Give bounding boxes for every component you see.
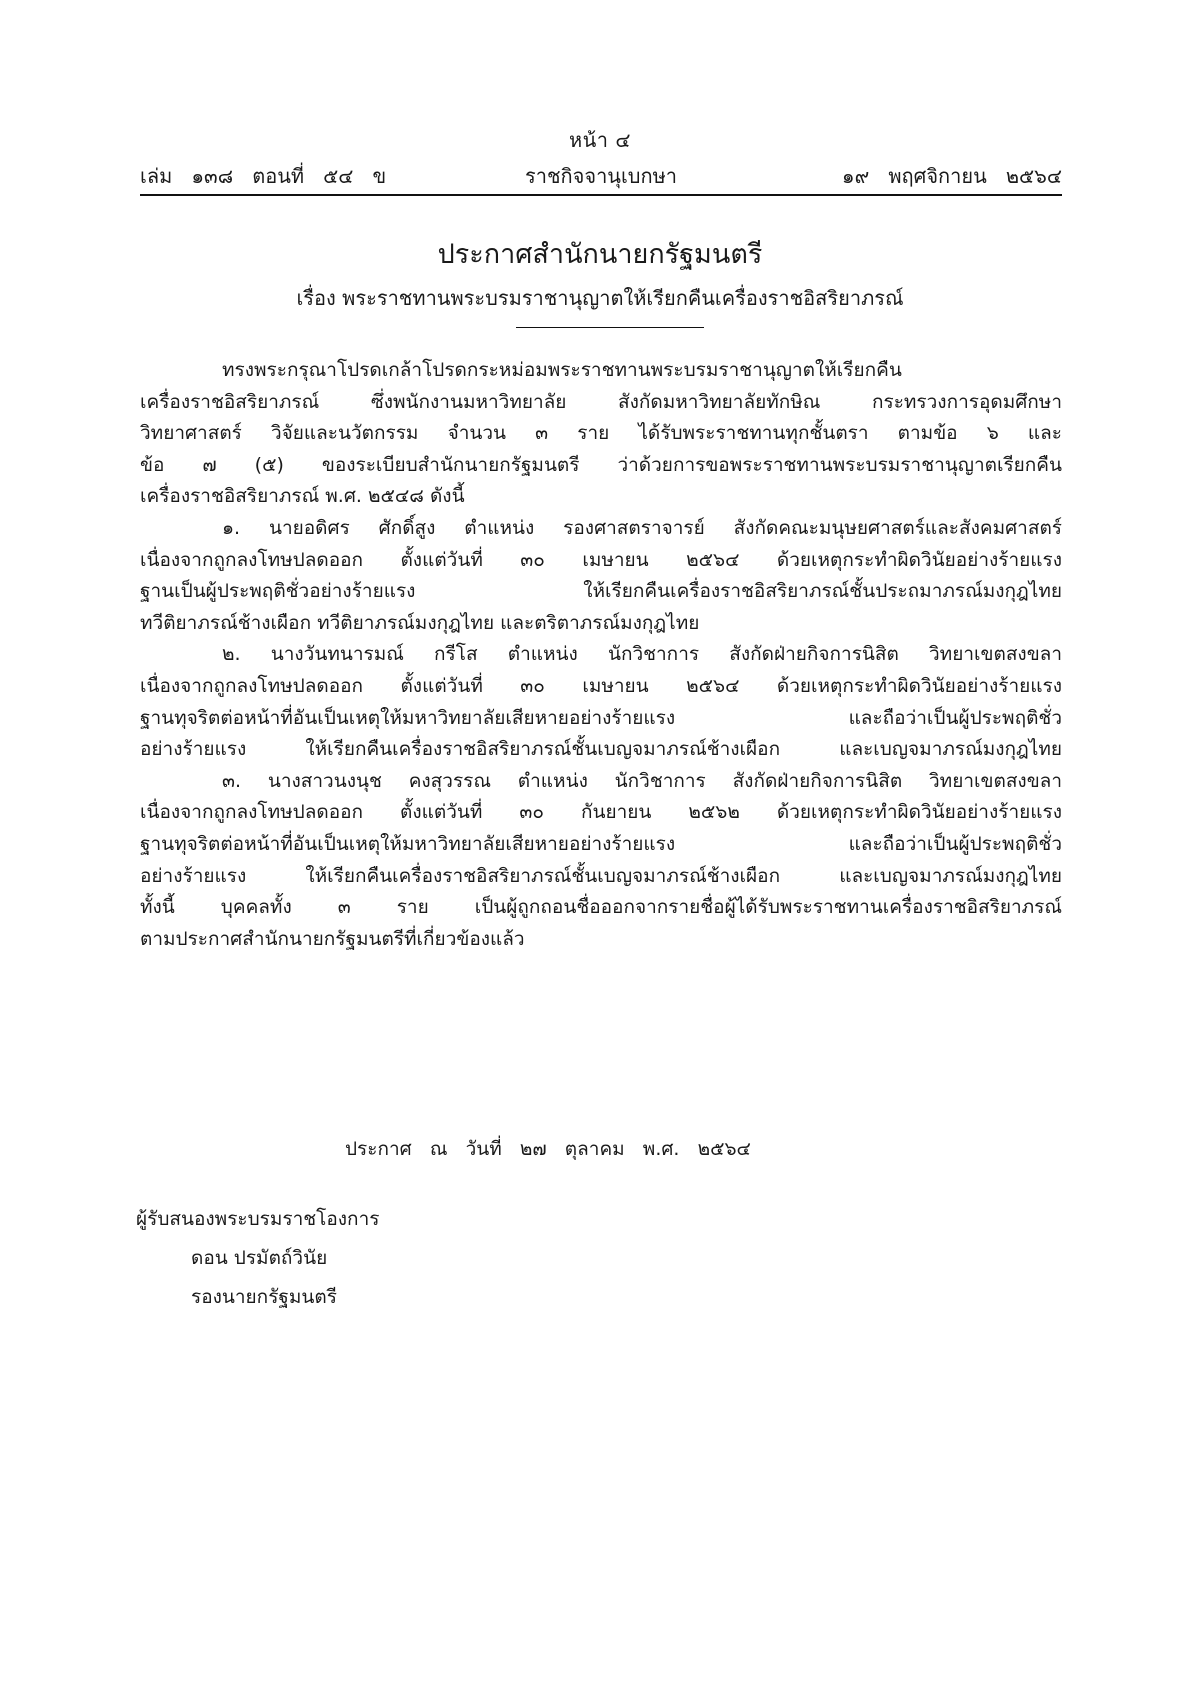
body-line: อย่างร้ายแรง ให้เรียกคืนเครื่องราชอิสริยาภรณ์ชั้นเบญจมาภรณ์ช้างเผือก และเบญจมาภรณ์มงกุฎไทย [140, 864, 1062, 887]
page-number: หน้า ๔ [568, 128, 632, 152]
body-line: ข้อ ๗ (๕) ของระเบียบสำนักนายกรัฐมนตรี ว่าด้วยการขอพระราชทานพระบรมราชานุญาตเรียกคืน [140, 453, 1062, 476]
body-line: เครื่องราชอิสริยาภรณ์ ซึ่งพนักงานมหาวิทยาลัย สังกัดมหาวิทยาลัยทักษิณ กระทรวงการอุดมศึกษา [140, 390, 1062, 413]
proclamation-date: ประกาศ ณ วันที่ ๒๗ ตุลาคม พ.ศ. ๒๕๖๔ [345, 1138, 751, 1160]
signature-block [136, 1200, 379, 1317]
body-line: วิทยาศาสตร์ วิจัยและนวัตกรรม จำนวน ๓ ราย ได้รับพระราชทานทุกชั้นตรา ตามข้อ ๖ และ [140, 422, 1062, 445]
body-line: ๑. นายอดิศร ศักดิ์สูง ตำแหน่ง รองศาสตราจารย์ สังกัดคณะมนุษยศาสตร์และสังคมศาสตร์ [222, 516, 1062, 539]
document-title: ประกาศสำนักนายกรัฐมนตรี [437, 239, 763, 270]
body-line: เครื่องราชอิสริยาภรณ์ พ.ศ. ๒๕๔๘ ดังนี้ [140, 485, 465, 508]
body-line: เนื่องจากถูกลงโทษปลดออก ตั้งแต่วันที่ ๓๐ กันยายน ๒๕๖๒ ด้วยเหตุกระทำผิดวินัยอย่างร้ายแรง [140, 801, 1062, 824]
gazette-name: ราชกิจจานุเบกษา [524, 164, 678, 188]
body-line: เนื่องจากถูกลงโทษปลดออก ตั้งแต่วันที่ ๓๐ เมษายน ๒๕๖๔ ด้วยเหตุกระทำผิดวินัยอย่างร้ายแรง [140, 674, 1062, 697]
body-line: เนื่องจากถูกลงโทษปลดออก ตั้งแต่วันที่ ๓๐ เมษายน ๒๕๖๔ ด้วยเหตุกระทำผิดวินัยอย่างร้ายแรง [140, 548, 1062, 571]
body-line: ทรงพระกรุณาโปรดเกล้าโปรดกระหม่อมพระราชทานพระบรมราชานุญาตให้เรียกคืน [222, 359, 902, 381]
body-line: ๓. นางสาวนงนุช คงสุวรรณ ตำแหน่ง นักวิชาการ สังกัดฝ่ายกิจการนิสิต วิทยาเขตสงขลา [222, 769, 1062, 792]
countersign-label: ผู้รับสนองพระบรมราชโองการ [136, 1208, 380, 1230]
signatory-name: ดอน ปรมัตถ์วินัย [191, 1247, 328, 1269]
header-divider [140, 194, 1062, 196]
document-subject: เรื่อง พระราชทานพระบรมราชานุญาตให้เรียกคืนเครื่องราชอิสริยาภรณ์ [296, 286, 904, 310]
body-line: ฐานเป็นผู้ประพฤติชั่วอย่างร้ายแรง ให้เรียกคืนเครื่องราชอิสริยาภรณ์ชั้นประถมาภรณ์มงกุฎไทย [140, 580, 1062, 603]
body-line: ฐานทุจริตต่อหน้าที่อันเป็นเหตุให้มหาวิทยาลัยเสียหายอย่างร้ายแรง และถือว่าเป็นผู้ประพฤติชั่ว [140, 706, 1062, 729]
signatory-position: รองนายกรัฐมนตรี [191, 1286, 337, 1308]
title-divider [516, 327, 704, 328]
publication-date: ๑๙ พฤศจิกายน ๒๕๖๔ [841, 164, 1062, 188]
body-line: อย่างร้ายแรง ให้เรียกคืนเครื่องราชอิสริยาภรณ์ชั้นเบญจมาภรณ์ช้างเผือก และเบญจมาภรณ์มงกุฎไทย [140, 738, 1062, 761]
document-body [140, 355, 1062, 955]
gazette-header [140, 160, 1062, 192]
body-line: ทั้งนี้ บุคคลทั้ง ๓ ราย เป็นผู้ถูกถอนชื่อออกจากรายชื่อผู้ได้รับพระราชทานเครื่องราชอิสริยาภรณ์ [140, 896, 1062, 919]
body-line: ๒. นางวันทนารมณ์ กรีโส ตำแหน่ง นักวิชาการ สังกัดฝ่ายกิจการนิสิต วิทยาเขตสงขลา [222, 643, 1062, 666]
body-line: ทวีติยาภรณ์ช้างเผือก ทวีติยาภรณ์มงกุฎไทย และตริตาภรณ์มงกุฎไทย [140, 611, 700, 634]
body-line: ฐานทุจริตต่อหน้าที่อันเป็นเหตุให้มหาวิทยาลัยเสียหายอย่างร้ายแรง และถือว่าเป็นผู้ประพฤติชั่ว [140, 832, 1062, 855]
volume-issue: เล่ม ๑๓๘ ตอนที่ ๕๔ ข [140, 164, 387, 188]
body-line: ตามประกาศสำนักนายกรัฐมนตรีที่เกี่ยวข้องแล้ว [140, 927, 525, 950]
